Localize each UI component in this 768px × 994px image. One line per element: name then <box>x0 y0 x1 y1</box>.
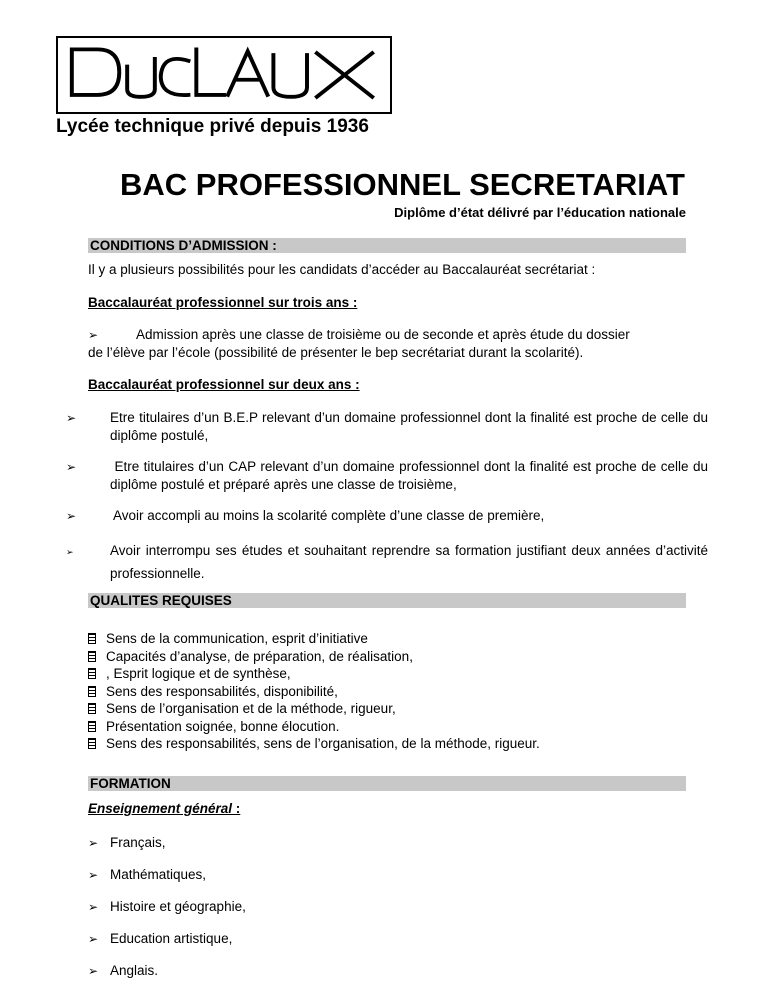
school-tagline: Lycée technique privé depuis 1936 <box>56 116 369 137</box>
list-item: Sens des responsabilités, disponibilité, <box>88 683 540 701</box>
arrow-bullet-icon: ➢ <box>66 509 77 523</box>
two-years-item: ➢ Etre titulaires d’un B.E.P relevant d’un domaine professionnel dont la finalité est proche de celle du diplôme postulé, <box>66 410 708 443</box>
formation-heading: FORMATION <box>88 776 686 791</box>
list-item: ➢ Mathématiques, <box>88 867 207 882</box>
list-item: Sens des responsabilités, sens de l’organisation, de la méthode, rigueur. <box>88 735 540 753</box>
list-item: ➢ Education artistique, <box>88 931 233 946</box>
two-years-item: ➢ Avoir accompli au moins la scolarité complète d’une classe de première, <box>66 508 545 523</box>
list-item: Capacités d’analyse, de préparation, de réalisation, <box>88 648 540 666</box>
square-bullet-icon <box>88 633 96 644</box>
three-years-heading: Baccalauréat professionnel sur trois ans : <box>88 295 358 310</box>
arrow-bullet-icon: ➢ <box>88 900 99 914</box>
list-item: ➢ Anglais. <box>88 963 159 978</box>
square-bullet-icon <box>88 668 96 679</box>
qualities-list <box>88 630 540 753</box>
page-subtitle: Diplôme d’état délivré par l’éducation nationale <box>394 205 686 220</box>
two-years-heading: Baccalauréat professionnel sur deux ans : <box>88 377 360 392</box>
square-bullet-icon <box>88 651 96 662</box>
square-bullet-icon <box>88 738 96 749</box>
three-years-text-line2: de l’élève par l’école (possibilité de présenter le bep secrétariat durant la scolarité). <box>88 345 584 360</box>
arrow-bullet-icon: ➢ <box>88 868 99 882</box>
three-years-item <box>88 326 686 362</box>
two-years-item: ➢ Avoir interrompu ses études et souhaitant reprendre sa formation justifiant deux années d’activité professionnelle. <box>66 543 708 581</box>
arrow-bullet-icon: ➢ <box>66 547 74 557</box>
list-item: Présentation soignée, bonne élocution. <box>88 718 540 736</box>
arrow-bullet-icon: ➢ <box>66 460 77 474</box>
school-logo <box>56 36 392 114</box>
two-years-item: ➢ Etre titulaires d’un CAP relevant d’un domaine professionnel dont la finalité est proche de celle du diplôme postulé et préparé après une classe de troisième, <box>66 459 708 492</box>
admission-heading: CONDITIONS D’ADMISSION : <box>88 238 686 253</box>
general-teaching-heading: Enseignement général : <box>88 801 241 816</box>
square-bullet-icon <box>88 686 96 697</box>
admission-intro: Il y a plusieurs possibilités pour les candidats d’accéder au Baccalauréat secrétariat : <box>88 262 596 277</box>
arrow-bullet-icon: ➢ <box>66 411 77 425</box>
list-item: Sens de l’organisation et de la méthode, rigueur, <box>88 700 540 718</box>
page-title: BAC PROFESSIONNEL SECRETARIAT <box>120 167 685 202</box>
three-years-text-line1: Admission après une classe de troisième ou de seconde et après étude du dossier <box>136 327 630 342</box>
qualities-heading: QUALITES REQUISES <box>88 593 686 608</box>
list-item: ➢ Histoire et géographie, <box>88 899 246 914</box>
list-item: ➢ Français, <box>88 835 166 850</box>
arrow-bullet-icon: ➢ <box>88 932 99 946</box>
square-bullet-icon <box>88 703 96 714</box>
list-item: , Esprit logique et de synthèse, <box>88 665 540 683</box>
logo-lettering <box>58 38 390 112</box>
square-bullet-icon <box>88 721 96 732</box>
arrow-bullet-icon: ➢ <box>88 836 99 850</box>
list-item: Sens de la communication, esprit d’initiative <box>88 630 540 648</box>
arrow-bullet-icon: ➢ <box>88 328 99 342</box>
arrow-bullet-icon: ➢ <box>88 964 99 978</box>
